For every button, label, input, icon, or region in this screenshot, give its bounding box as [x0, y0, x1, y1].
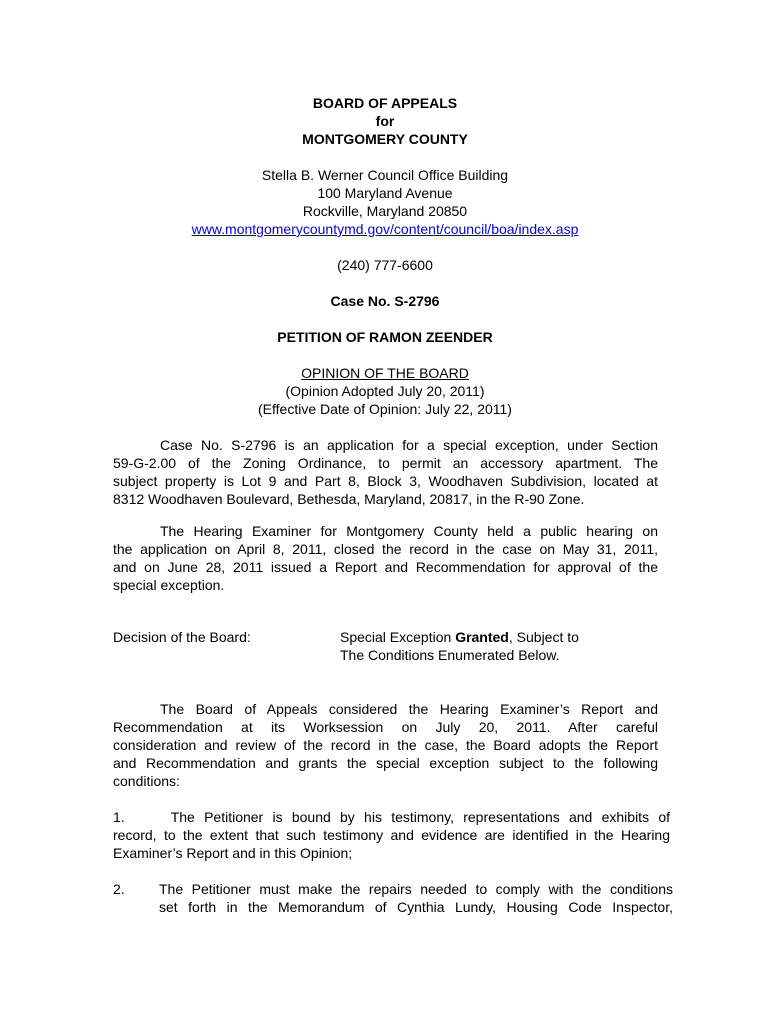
opinion-heading: OPINION OF THE BOARD [301, 365, 469, 381]
paragraph-line: special exception. [113, 577, 225, 593]
petition-title: PETITION OF RAMON ZEENDER [277, 329, 493, 345]
condition-1 [113, 808, 670, 862]
condition-line: Examiner’s Report and in this Opinion; [113, 845, 353, 861]
city-address: Rockville, Maryland 20850 [302, 203, 468, 219]
condition-2-text [159, 880, 673, 916]
board-consideration-paragraph [113, 700, 658, 790]
board-title-for: for [375, 113, 395, 129]
decision-line-1 [340, 628, 660, 646]
decision-line-2: The Conditions Enumerated Below. [340, 647, 560, 663]
application-paragraph [113, 436, 658, 508]
paragraph-line: 8312 Woodhaven Boulevard, Bethesda, Maryland, 20817, in the R-90 Zone. [113, 491, 585, 507]
paragraph-line: conditions: [113, 773, 180, 789]
decision-suffix: , Subject to [508, 629, 579, 645]
phone-number: (240) 777-6600 [337, 257, 433, 273]
paragraph-line: and Recommendation and grants the special exception subject to the following [113, 755, 658, 771]
opinion-heading-line [0, 364, 770, 382]
building-name: Stella B. Werner Council Office Building [261, 167, 509, 183]
paragraph-line: 59-G-2.00 of the Zoning Ordinance, to permit an accessory apartment. The [113, 455, 658, 471]
paragraph-line: Case No. S-2796 is an application for a special exception, under Section [160, 437, 658, 453]
board-title: BOARD OF APPEALS [312, 95, 458, 111]
decision-prefix: Special Exception [340, 629, 456, 645]
condition-text: The Petitioner is bound by his testimony, representations and exhibits of [170, 809, 670, 825]
paragraph-line: Recommendation at its Worksession on July 20, 2011. After careful [113, 719, 658, 735]
street-address: 100 Maryland Avenue [317, 185, 453, 201]
decision-granted: Granted [455, 629, 509, 645]
decision-value [340, 628, 660, 664]
condition-line: set forth in the Memorandum of Cynthia Lundy, Housing Code Inspector, [159, 899, 673, 915]
condition-number: 1. [113, 809, 125, 825]
paragraph-line: the application on April 8, 2011, closed the record in the case on May 31, 2011, [113, 541, 658, 557]
opinion-effective: (Effective Date of Opinion: July 22, 2011) [258, 401, 512, 417]
condition-number: 2. [113, 881, 125, 897]
case-number: Case No. S-2796 [330, 293, 440, 309]
opinion-adopted: (Opinion Adopted July 20, 2011) [285, 383, 485, 399]
paragraph-line: and on June 28, 2011 issued a Report and Recommendation for approval of the [113, 559, 658, 575]
condition-line: record, to the extent that such testimony and evidence are identified in the Hearing [113, 827, 670, 843]
paragraph-line: The Hearing Examiner for Montgomery County held a public hearing on [160, 523, 658, 539]
website-line [0, 220, 770, 238]
decision-label: Decision of the Board: [113, 629, 251, 645]
county-title: MONTGOMERY COUNTY [302, 131, 468, 147]
condition-line [113, 808, 670, 826]
condition-line: The Petitioner must make the repairs needed to comply with the conditions [159, 881, 673, 897]
paragraph-line: subject property is Lot 9 and Part 8, Block 3, Woodhaven Subdivision, located at [113, 473, 658, 489]
paragraph-line: The Board of Appeals considered the Hearing Examiner’s Report and [160, 701, 658, 717]
website-link[interactable]: www.montgomerycountymd.gov/content/council/boa/index.asp [191, 221, 579, 237]
hearing-paragraph [113, 522, 658, 594]
paragraph-line: consideration and review of the record in the case, the Board adopts the Report [113, 737, 658, 753]
